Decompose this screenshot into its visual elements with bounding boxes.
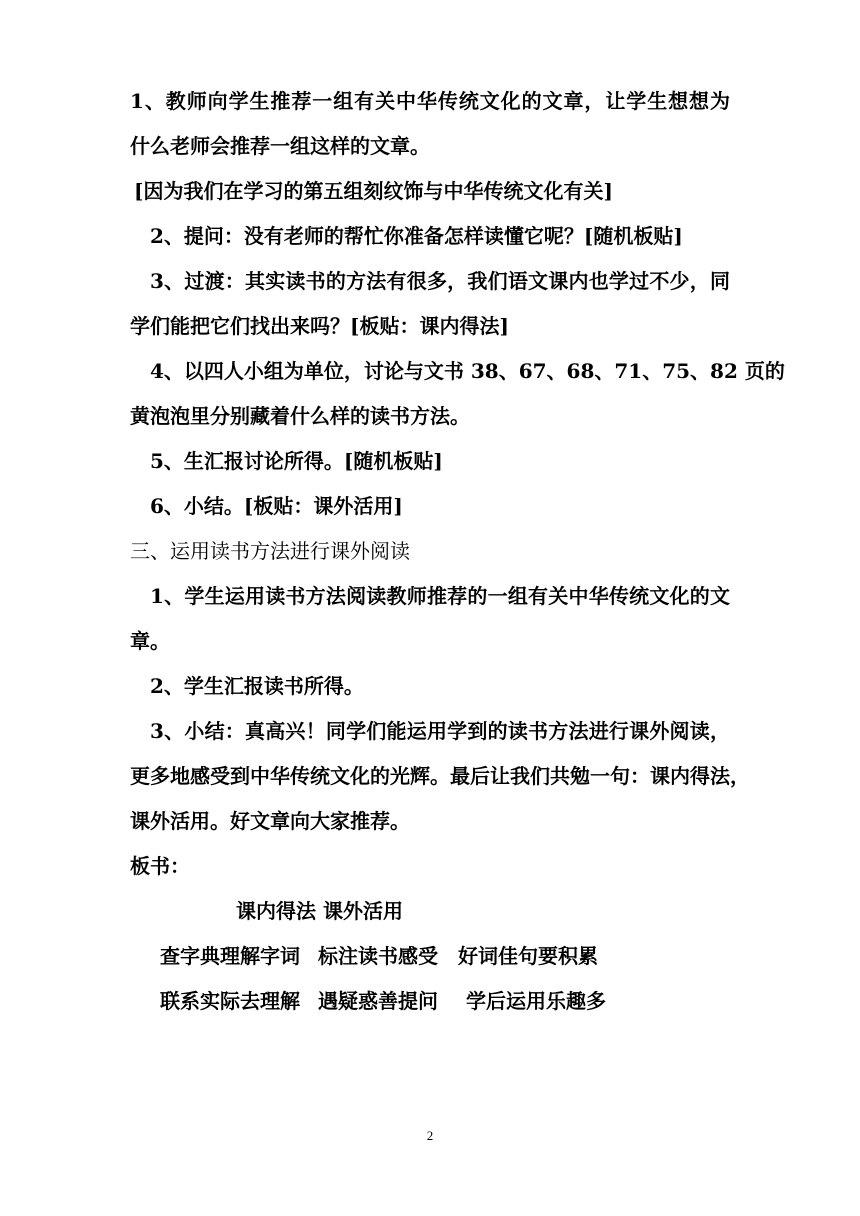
step-3-line-1: 3、过渡：其实读书的方法有很多，我们语文课内也学过不少，同 — [150, 269, 730, 293]
board-row-1-col-3: 好词佳句要积累 — [458, 944, 598, 968]
step-2: 2、提问：没有老师的帮忙你准备怎样读懂它呢？[随机板贴] — [150, 224, 683, 248]
board-title: 课内得法 课外活用 — [236, 899, 403, 923]
step-1-line-2: 什么老师会推荐一组这样的文章。 — [130, 134, 430, 158]
section-3-heading: 三、运用读书方法进行课外阅读 — [130, 539, 410, 563]
step-5: 5、生汇报讨论所得。[随机板贴] — [150, 449, 443, 473]
step-3-line-2: 学们能把它们找出来吗？[板贴：课内得法] — [130, 314, 509, 338]
section-3-item-3-line-3: 课外活用。好文章向大家推荐。 — [130, 809, 410, 833]
step-6: 6、小结。[板贴：课外活用] — [150, 494, 403, 518]
board-row-1-col-1: 查字典理解字词 — [160, 944, 300, 968]
page-number: 2 — [426, 1128, 434, 1143]
step-1-note: [因为我们在学习的第五组刻纹饰与中华传统文化有关] — [134, 179, 613, 203]
board-row-2-col-3: 学后运用乐趣多 — [466, 989, 606, 1013]
step-4-line-2: 黄泡泡里分别藏着什么样的读书方法。 — [130, 404, 470, 428]
section-3-item-1-line-1: 1、学生运用读书方法阅读教师推荐的一组有关中华传统文化的文 — [150, 584, 730, 608]
board-label: 板书： — [130, 854, 190, 878]
board-row-2-col-2: 遇疑惑善提问 — [318, 989, 438, 1013]
section-3-item-1-line-2: 章。 — [130, 629, 170, 653]
section-3-item-3-line-2: 更多地感受到中华传统文化的光辉。最后让我们共勉一句：课内得法， — [130, 764, 750, 788]
board-row-1-col-2: 标注读书感受 — [318, 944, 438, 968]
step-1-line-1: 1、教师向学生推荐一组有关中华传统文化的文章，让学生想想为 — [130, 89, 730, 113]
section-3-item-2: 2、学生汇报读书所得。 — [150, 674, 364, 698]
board-row-2-col-1: 联系实际去理解 — [160, 989, 300, 1013]
step-4-line-1: 4、以四人小组为单位，讨论与文书 38、67、68、71、75、82 页的 — [150, 359, 785, 383]
section-3-item-3-line-1: 3、小结：真高兴！同学们能运用学到的读书方法进行课外阅读， — [150, 719, 730, 743]
